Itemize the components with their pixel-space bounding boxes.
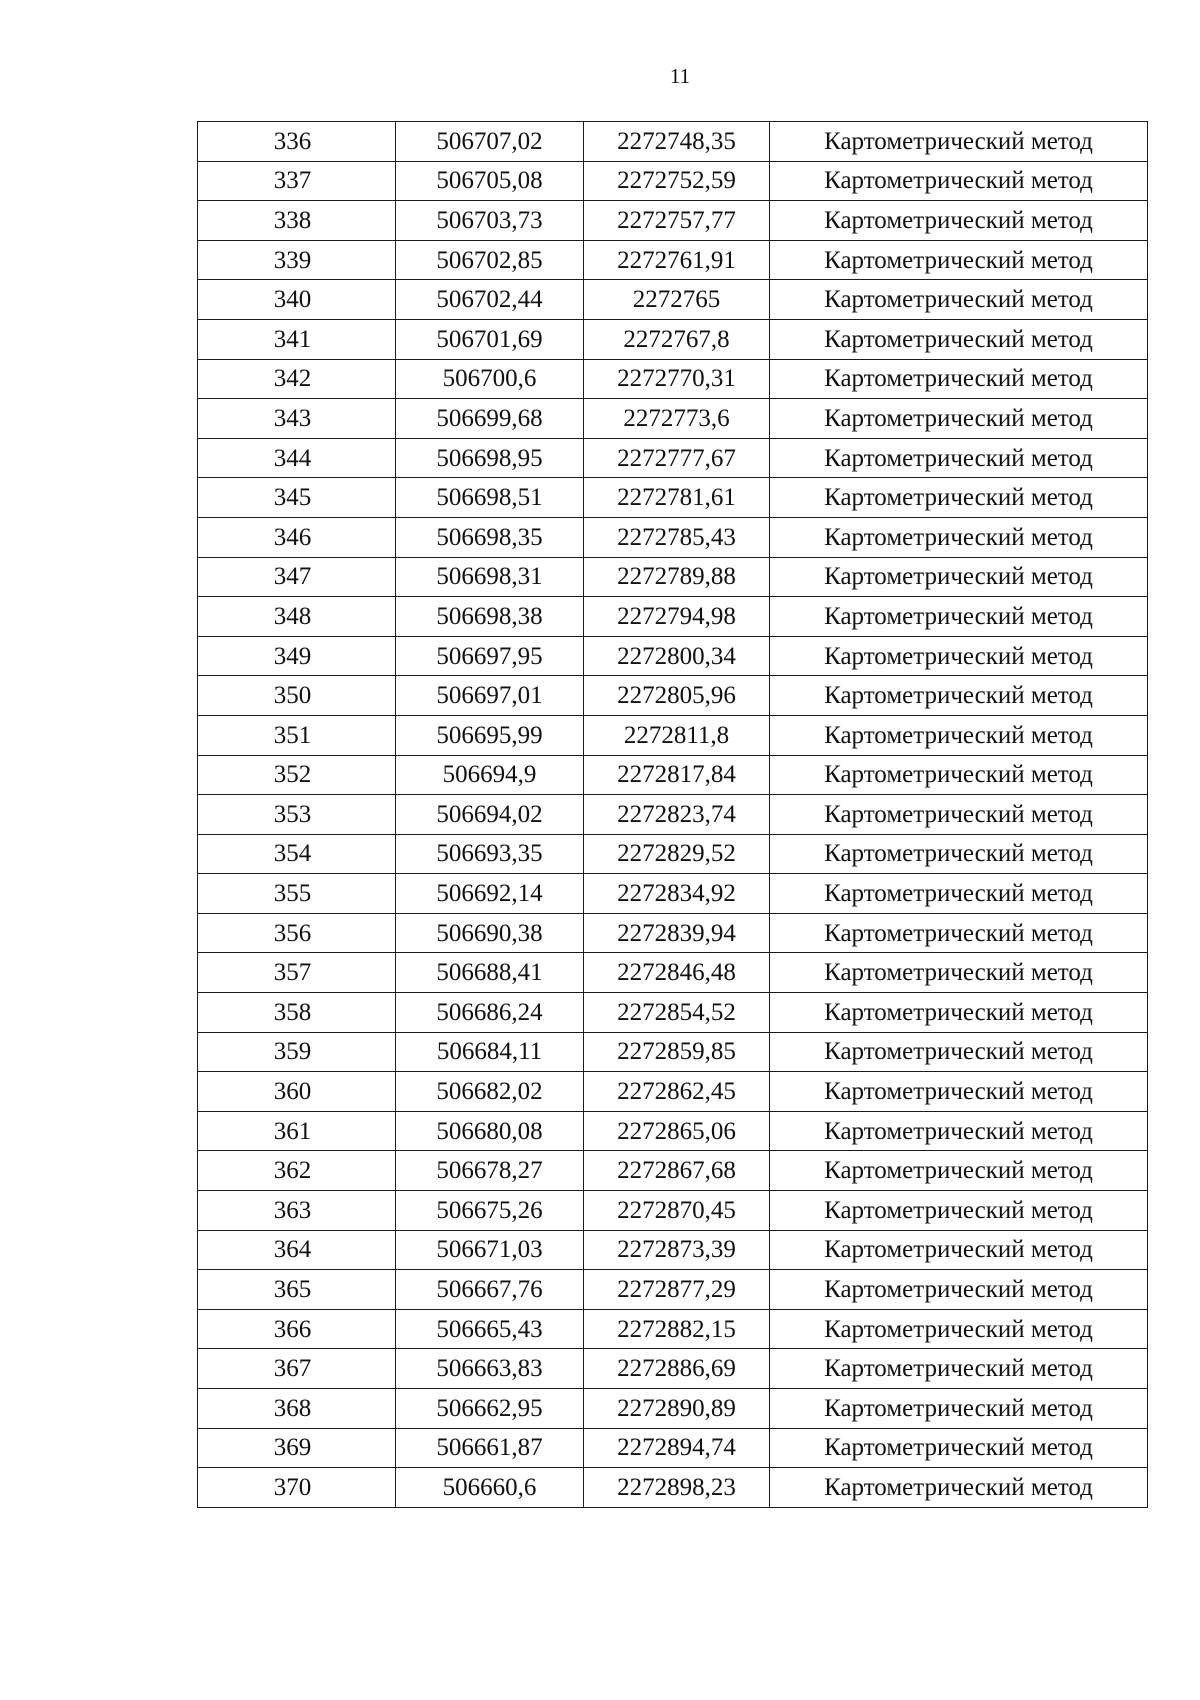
- y-coordinate-cell: 2272789,88: [584, 557, 770, 597]
- table-row: [198, 913, 1148, 953]
- x-coordinate-cell: 506675,26: [396, 1191, 584, 1231]
- x-coordinate-cell: 506692,14: [396, 874, 584, 914]
- x-coordinate-cell: 506707,02: [396, 122, 584, 162]
- table-row: [198, 1428, 1148, 1468]
- y-coordinate-cell: 2272870,45: [584, 1191, 770, 1231]
- point-number-cell: 361: [198, 1111, 396, 1151]
- table-row: [198, 993, 1148, 1033]
- table-row: [198, 953, 1148, 993]
- table-row: [198, 874, 1148, 914]
- x-coordinate-cell: 506688,41: [396, 953, 584, 993]
- method-cell: Картометрический метод: [770, 280, 1148, 320]
- x-coordinate-cell: 506695,99: [396, 715, 584, 755]
- point-number-cell: 370: [198, 1468, 396, 1508]
- x-coordinate-cell: 506694,9: [396, 755, 584, 795]
- y-coordinate-cell: 2272859,85: [584, 1032, 770, 1072]
- y-coordinate-cell: 2272873,39: [584, 1230, 770, 1270]
- y-coordinate-cell: 2272805,96: [584, 676, 770, 716]
- method-cell: Картометрический метод: [770, 1389, 1148, 1429]
- point-number-cell: 337: [198, 161, 396, 201]
- x-coordinate-cell: 506667,76: [396, 1270, 584, 1310]
- point-number-cell: 354: [198, 834, 396, 874]
- y-coordinate-cell: 2272785,43: [584, 517, 770, 557]
- point-number-cell: 341: [198, 319, 396, 359]
- table-row: [198, 1230, 1148, 1270]
- page-number: 11: [669, 64, 691, 88]
- table-row: [198, 1032, 1148, 1072]
- method-cell: Картометрический метод: [770, 636, 1148, 676]
- method-cell: Картометрический метод: [770, 1270, 1148, 1310]
- x-coordinate-cell: 506662,95: [396, 1389, 584, 1429]
- point-number-cell: 349: [198, 636, 396, 676]
- table-row: [198, 399, 1148, 439]
- y-coordinate-cell: 2272839,94: [584, 913, 770, 953]
- x-coordinate-cell: 506697,95: [396, 636, 584, 676]
- method-cell: Картометрический метод: [770, 1468, 1148, 1508]
- method-cell: Картометрический метод: [770, 993, 1148, 1033]
- point-number-cell: 347: [198, 557, 396, 597]
- method-cell: Картометрический метод: [770, 122, 1148, 162]
- point-number-cell: 364: [198, 1230, 396, 1270]
- method-cell: Картометрический метод: [770, 438, 1148, 478]
- table-row: [198, 201, 1148, 241]
- y-coordinate-cell: 2272854,52: [584, 993, 770, 1033]
- y-coordinate-cell: 2272765: [584, 280, 770, 320]
- x-coordinate-cell: 506660,6: [396, 1468, 584, 1508]
- y-coordinate-cell: 2272890,89: [584, 1389, 770, 1429]
- method-cell: Картометрический метод: [770, 874, 1148, 914]
- method-cell: Картометрический метод: [770, 1111, 1148, 1151]
- y-coordinate-cell: 2272752,59: [584, 161, 770, 201]
- method-cell: Картометрический метод: [770, 1032, 1148, 1072]
- method-cell: Картометрический метод: [770, 517, 1148, 557]
- point-number-cell: 366: [198, 1309, 396, 1349]
- x-coordinate-cell: 506698,51: [396, 478, 584, 518]
- y-coordinate-cell: 2272781,61: [584, 478, 770, 518]
- method-cell: Картометрический метод: [770, 161, 1148, 201]
- method-cell: Картометрический метод: [770, 795, 1148, 835]
- point-number-cell: 359: [198, 1032, 396, 1072]
- table-row: [198, 438, 1148, 478]
- x-coordinate-cell: 506694,02: [396, 795, 584, 835]
- method-cell: Картометрический метод: [770, 201, 1148, 241]
- point-number-cell: 367: [198, 1349, 396, 1389]
- table-row: [198, 1111, 1148, 1151]
- x-coordinate-cell: 506671,03: [396, 1230, 584, 1270]
- y-coordinate-cell: 2272862,45: [584, 1072, 770, 1112]
- table-row: [198, 1389, 1148, 1429]
- table-row: [198, 1191, 1148, 1231]
- x-coordinate-cell: 506698,31: [396, 557, 584, 597]
- method-cell: Картометрический метод: [770, 240, 1148, 280]
- x-coordinate-cell: 506697,01: [396, 676, 584, 716]
- method-cell: Картометрический метод: [770, 953, 1148, 993]
- y-coordinate-cell: 2272811,8: [584, 715, 770, 755]
- table-row: [198, 834, 1148, 874]
- x-coordinate-cell: 506661,87: [396, 1428, 584, 1468]
- x-coordinate-cell: 506700,6: [396, 359, 584, 399]
- point-number-cell: 351: [198, 715, 396, 755]
- x-coordinate-cell: 506702,85: [396, 240, 584, 280]
- point-number-cell: 353: [198, 795, 396, 835]
- method-cell: Картометрический метод: [770, 359, 1148, 399]
- point-number-cell: 344: [198, 438, 396, 478]
- x-coordinate-cell: 506682,02: [396, 1072, 584, 1112]
- method-cell: Картометрический метод: [770, 1072, 1148, 1112]
- point-number-cell: 358: [198, 993, 396, 1033]
- y-coordinate-cell: 2272867,68: [584, 1151, 770, 1191]
- y-coordinate-cell: 2272800,34: [584, 636, 770, 676]
- y-coordinate-cell: 2272882,15: [584, 1309, 770, 1349]
- x-coordinate-cell: 506702,44: [396, 280, 584, 320]
- x-coordinate-cell: 506705,08: [396, 161, 584, 201]
- point-number-cell: 368: [198, 1389, 396, 1429]
- point-number-cell: 343: [198, 399, 396, 439]
- x-coordinate-cell: 506701,69: [396, 319, 584, 359]
- method-cell: Картометрический метод: [770, 1309, 1148, 1349]
- table-row: [198, 1072, 1148, 1112]
- point-number-cell: 345: [198, 478, 396, 518]
- table-row: [198, 715, 1148, 755]
- point-number-cell: 356: [198, 913, 396, 953]
- table-row: [198, 517, 1148, 557]
- method-cell: Картометрический метод: [770, 319, 1148, 359]
- table-row: [198, 240, 1148, 280]
- method-cell: Картометрический метод: [770, 715, 1148, 755]
- x-coordinate-cell: 506693,35: [396, 834, 584, 874]
- method-cell: Картометрический метод: [770, 478, 1148, 518]
- method-cell: Картометрический метод: [770, 1428, 1148, 1468]
- method-cell: Картометрический метод: [770, 1230, 1148, 1270]
- point-number-cell: 346: [198, 517, 396, 557]
- table-row: [198, 1468, 1148, 1508]
- point-number-cell: 336: [198, 122, 396, 162]
- x-coordinate-cell: 506665,43: [396, 1309, 584, 1349]
- x-coordinate-cell: 506686,24: [396, 993, 584, 1033]
- x-coordinate-cell: 506703,73: [396, 201, 584, 241]
- y-coordinate-cell: 2272761,91: [584, 240, 770, 280]
- y-coordinate-cell: 2272834,92: [584, 874, 770, 914]
- y-coordinate-cell: 2272823,74: [584, 795, 770, 835]
- method-cell: Картометрический метод: [770, 676, 1148, 716]
- method-cell: Картометрический метод: [770, 1191, 1148, 1231]
- point-number-cell: 365: [198, 1270, 396, 1310]
- y-coordinate-cell: 2272794,98: [584, 597, 770, 637]
- y-coordinate-cell: 2272777,67: [584, 438, 770, 478]
- method-cell: Картометрический метод: [770, 755, 1148, 795]
- x-coordinate-cell: 506698,35: [396, 517, 584, 557]
- table-row: [198, 636, 1148, 676]
- x-coordinate-cell: 506698,38: [396, 597, 584, 637]
- table-row: [198, 676, 1148, 716]
- point-number-cell: 348: [198, 597, 396, 637]
- table-row: [198, 319, 1148, 359]
- y-coordinate-cell: 2272757,77: [584, 201, 770, 241]
- coordinates-table: [197, 121, 1148, 1508]
- method-cell: Картометрический метод: [770, 1151, 1148, 1191]
- point-number-cell: 339: [198, 240, 396, 280]
- table-row: [198, 1270, 1148, 1310]
- table-row: [198, 1349, 1148, 1389]
- y-coordinate-cell: 2272877,29: [584, 1270, 770, 1310]
- table-row: [198, 280, 1148, 320]
- table-row: [198, 1151, 1148, 1191]
- table-row: [198, 755, 1148, 795]
- method-cell: Картометрический метод: [770, 597, 1148, 637]
- y-coordinate-cell: 2272767,8: [584, 319, 770, 359]
- x-coordinate-cell: 506684,11: [396, 1032, 584, 1072]
- table-row: [198, 161, 1148, 201]
- x-coordinate-cell: 506690,38: [396, 913, 584, 953]
- point-number-cell: 362: [198, 1151, 396, 1191]
- y-coordinate-cell: 2272829,52: [584, 834, 770, 874]
- point-number-cell: 350: [198, 676, 396, 716]
- y-coordinate-cell: 2272865,06: [584, 1111, 770, 1151]
- point-number-cell: 342: [198, 359, 396, 399]
- y-coordinate-cell: 2272886,69: [584, 1349, 770, 1389]
- x-coordinate-cell: 506699,68: [396, 399, 584, 439]
- table-row: [198, 1309, 1148, 1349]
- point-number-cell: 363: [198, 1191, 396, 1231]
- table-row: [198, 795, 1148, 835]
- y-coordinate-cell: 2272817,84: [584, 755, 770, 795]
- coordinates-table-body: [198, 122, 1148, 1508]
- point-number-cell: 352: [198, 755, 396, 795]
- y-coordinate-cell: 2272894,74: [584, 1428, 770, 1468]
- table-row: [198, 359, 1148, 399]
- point-number-cell: 369: [198, 1428, 396, 1468]
- method-cell: Картометрический метод: [770, 834, 1148, 874]
- point-number-cell: 340: [198, 280, 396, 320]
- table-row: [198, 122, 1148, 162]
- point-number-cell: 355: [198, 874, 396, 914]
- method-cell: Картометрический метод: [770, 557, 1148, 597]
- y-coordinate-cell: 2272773,6: [584, 399, 770, 439]
- x-coordinate-cell: 506678,27: [396, 1151, 584, 1191]
- y-coordinate-cell: 2272846,48: [584, 953, 770, 993]
- y-coordinate-cell: 2272770,31: [584, 359, 770, 399]
- table-row: [198, 597, 1148, 637]
- x-coordinate-cell: 506663,83: [396, 1349, 584, 1389]
- method-cell: Картометрический метод: [770, 913, 1148, 953]
- x-coordinate-cell: 506698,95: [396, 438, 584, 478]
- y-coordinate-cell: 2272748,35: [584, 122, 770, 162]
- y-coordinate-cell: 2272898,23: [584, 1468, 770, 1508]
- method-cell: Картометрический метод: [770, 399, 1148, 439]
- x-coordinate-cell: 506680,08: [396, 1111, 584, 1151]
- table-row: [198, 478, 1148, 518]
- table-row: [198, 557, 1148, 597]
- point-number-cell: 360: [198, 1072, 396, 1112]
- method-cell: Картометрический метод: [770, 1349, 1148, 1389]
- point-number-cell: 338: [198, 201, 396, 241]
- point-number-cell: 357: [198, 953, 396, 993]
